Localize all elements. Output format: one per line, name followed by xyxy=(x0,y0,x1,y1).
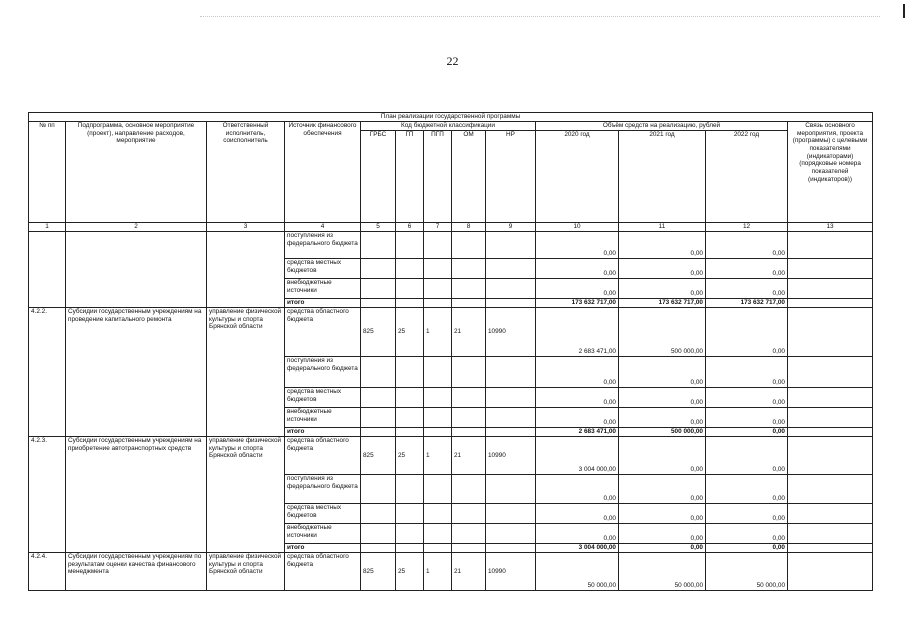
item-number: 4.2.2. xyxy=(29,308,66,437)
header-volume: Объём средств на реализацию, рублей xyxy=(536,122,788,131)
funding-source: итого xyxy=(285,299,361,308)
funding-source: средства областного бюджета xyxy=(285,308,361,357)
value-2020: 2 683 471,00 xyxy=(536,428,619,437)
funding-source: внебюджетные источники xyxy=(285,279,361,299)
header-grbs: ГРБС xyxy=(361,131,396,223)
indicator-link xyxy=(788,475,873,504)
indicator-link xyxy=(788,259,873,279)
code-om xyxy=(452,524,486,544)
column-number: 4 xyxy=(285,223,361,232)
value-2020: 0,00 xyxy=(536,408,619,428)
value-2022: 0,00 xyxy=(706,437,788,475)
indicator-link xyxy=(788,544,873,553)
value-2021: 0,00 xyxy=(619,408,706,428)
value-2021: 50 000,00 xyxy=(619,553,706,591)
column-number: 8 xyxy=(452,223,486,232)
value-2021: 500 000,00 xyxy=(619,428,706,437)
value-2021: 0,00 xyxy=(619,388,706,408)
value-2022: 0,00 xyxy=(706,428,788,437)
column-number: 10 xyxy=(536,223,619,232)
value-2020: 0,00 xyxy=(536,279,619,299)
value-2022: 0,00 xyxy=(706,544,788,553)
code-om xyxy=(452,475,486,504)
value-2022: 0,00 xyxy=(706,388,788,408)
column-number: 5 xyxy=(361,223,396,232)
indicator-link xyxy=(788,524,873,544)
code-pgp xyxy=(424,279,452,299)
plan-table xyxy=(28,112,873,591)
code-om xyxy=(452,408,486,428)
value-2021: 500 000,00 xyxy=(619,308,706,357)
funding-source: итого xyxy=(285,544,361,553)
code-grbs xyxy=(361,428,396,437)
code-grbs xyxy=(361,388,396,408)
value-2021: 0,00 xyxy=(619,232,706,259)
code-om xyxy=(452,428,486,437)
code-nr xyxy=(486,475,536,504)
header-num: № пп xyxy=(29,122,66,223)
code-pgp xyxy=(424,544,452,553)
indicator-link xyxy=(788,437,873,475)
indicator-link xyxy=(788,308,873,357)
value-2020: 50 000,00 xyxy=(536,553,619,591)
column-number: 2 xyxy=(66,223,207,232)
code-grbs xyxy=(361,279,396,299)
item-number: 4.2.3. xyxy=(29,437,66,553)
code-om: 21 xyxy=(452,437,486,475)
header-year-2020: 2020 год xyxy=(536,131,619,223)
code-om xyxy=(452,357,486,388)
code-om xyxy=(452,388,486,408)
value-2021: 0,00 xyxy=(619,544,706,553)
code-grbs xyxy=(361,544,396,553)
code-pgp xyxy=(424,232,452,259)
value-2021: 0,00 xyxy=(619,504,706,524)
code-grbs xyxy=(361,475,396,504)
table-row xyxy=(29,232,873,259)
item-name: Субсидии государственным учреждениям по результатам оценки качества финансового менеджмента xyxy=(66,553,207,591)
code-gp: 25 xyxy=(396,437,424,475)
item-name: Субсидии государственным учреждениям на проведение капитального ремонта xyxy=(66,308,207,437)
column-number: 12 xyxy=(706,223,788,232)
code-om xyxy=(452,259,486,279)
indicator-link xyxy=(788,553,873,591)
funding-source: поступления из федерального бюджета xyxy=(285,475,361,504)
code-grbs: 825 xyxy=(361,553,396,591)
code-om xyxy=(452,504,486,524)
code-om xyxy=(452,232,486,259)
code-pgp xyxy=(424,428,452,437)
indicator-link xyxy=(788,357,873,388)
funding-source: внебюджетные источники xyxy=(285,524,361,544)
indicator-link xyxy=(788,504,873,524)
value-2022: 0,00 xyxy=(706,308,788,357)
column-number: 9 xyxy=(486,223,536,232)
header-name: Подпрограмма, основное мероприятие (проект), направление расходов, мероприятие xyxy=(66,122,207,223)
value-2021: 0,00 xyxy=(619,279,706,299)
funding-source: поступления из федерального бюджета xyxy=(285,232,361,259)
value-2022: 0,00 xyxy=(706,279,788,299)
value-2020: 0,00 xyxy=(536,259,619,279)
column-number: 6 xyxy=(396,223,424,232)
column-number: 1 xyxy=(29,223,66,232)
code-gp: 25 xyxy=(396,553,424,591)
code-om xyxy=(452,544,486,553)
item-name xyxy=(66,232,207,308)
value-2020: 3 004 000,00 xyxy=(536,437,619,475)
value-2022: 50 000,00 xyxy=(706,553,788,591)
value-2020: 0,00 xyxy=(536,357,619,388)
funding-source: внебюджетные источники xyxy=(285,408,361,428)
item-name: Субсидии государственным учреждениям на приобретение автотранспортных средств xyxy=(66,437,207,553)
funding-source: средства местных бюджетов xyxy=(285,504,361,524)
item-executor: управление физической культуры и спорта Брянской области xyxy=(207,553,285,591)
code-gp xyxy=(396,504,424,524)
item-number: 4.2.4. xyxy=(29,553,66,591)
funding-source: средства областного бюджета xyxy=(285,553,361,591)
page-number: 22 xyxy=(446,54,459,68)
header-link: Связь основного мероприятия, проекта (программы) с целевыми показателями (индикаторами) (порядковые номера показателей (индикаторов)) xyxy=(788,122,873,223)
value-2022: 0,00 xyxy=(706,259,788,279)
header-executor: Ответственный исполнитель, соисполнитель xyxy=(207,122,285,223)
value-2020: 0,00 xyxy=(536,475,619,504)
code-om: 21 xyxy=(452,553,486,591)
code-grbs xyxy=(361,259,396,279)
indicator-link xyxy=(788,408,873,428)
code-grbs xyxy=(361,504,396,524)
code-nr xyxy=(486,388,536,408)
header-pgp: ПГП xyxy=(424,131,452,223)
item-number xyxy=(29,232,66,308)
code-nr xyxy=(486,357,536,388)
indicator-link xyxy=(788,428,873,437)
code-grbs xyxy=(361,408,396,428)
code-gp xyxy=(396,408,424,428)
code-pgp xyxy=(424,408,452,428)
code-grbs xyxy=(361,232,396,259)
code-gp xyxy=(396,299,424,308)
code-pgp: 1 xyxy=(424,553,452,591)
item-executor xyxy=(207,232,285,308)
column-number: 3 xyxy=(207,223,285,232)
code-gp xyxy=(396,388,424,408)
value-2022: 0,00 xyxy=(706,357,788,388)
value-2022: 0,00 xyxy=(706,475,788,504)
table-title: План реализации государственной программы xyxy=(29,113,873,122)
value-2021: 0,00 xyxy=(619,524,706,544)
code-gp: 25 xyxy=(396,308,424,357)
indicator-link xyxy=(788,299,873,308)
code-grbs: 825 xyxy=(361,308,396,357)
column-number: 7 xyxy=(424,223,452,232)
scan-dotted-line xyxy=(200,16,880,19)
table-row xyxy=(29,437,873,475)
value-2021: 0,00 xyxy=(619,259,706,279)
column-numbers-row xyxy=(29,223,873,232)
code-grbs xyxy=(361,299,396,308)
code-pgp xyxy=(424,357,452,388)
value-2022: 173 632 717,00 xyxy=(706,299,788,308)
code-nr xyxy=(486,504,536,524)
code-om xyxy=(452,279,486,299)
code-gp xyxy=(396,279,424,299)
item-executor: управление физической культуры и спорта Брянской области xyxy=(207,437,285,553)
table-row xyxy=(29,553,873,591)
code-nr xyxy=(486,279,536,299)
code-om xyxy=(452,299,486,308)
code-pgp xyxy=(424,475,452,504)
code-grbs xyxy=(361,524,396,544)
code-pgp xyxy=(424,524,452,544)
code-pgp xyxy=(424,259,452,279)
value-2020: 0,00 xyxy=(536,524,619,544)
item-executor: управление физической культуры и спорта Брянской области xyxy=(207,308,285,437)
value-2020: 0,00 xyxy=(536,504,619,524)
funding-source: средства местных бюджетов xyxy=(285,388,361,408)
funding-source: средства местных бюджетов xyxy=(285,259,361,279)
header-budget-code: Код бюджетной классификации xyxy=(361,122,536,131)
code-grbs xyxy=(361,357,396,388)
indicator-link xyxy=(788,232,873,259)
header-nr: НР xyxy=(486,131,536,223)
code-gp xyxy=(396,357,424,388)
indicator-link xyxy=(788,279,873,299)
funding-source: поступления из федерального бюджета xyxy=(285,357,361,388)
code-nr xyxy=(486,524,536,544)
header-year-2022: 2022 год xyxy=(706,131,788,223)
header-year-2021: 2021 год xyxy=(619,131,706,223)
funding-source: средства областного бюджета xyxy=(285,437,361,475)
value-2020: 2 683 471,00 xyxy=(536,308,619,357)
value-2020: 173 632 717,00 xyxy=(536,299,619,308)
value-2021: 173 632 717,00 xyxy=(619,299,706,308)
value-2021: 0,00 xyxy=(619,437,706,475)
code-pgp xyxy=(424,388,452,408)
code-nr: 10990 xyxy=(486,308,536,357)
value-2021: 0,00 xyxy=(619,357,706,388)
value-2022: 0,00 xyxy=(706,524,788,544)
code-gp xyxy=(396,259,424,279)
value-2020: 3 004 000,00 xyxy=(536,544,619,553)
code-grbs: 825 xyxy=(361,437,396,475)
value-2022: 0,00 xyxy=(706,408,788,428)
code-gp xyxy=(396,475,424,504)
funding-source: итого xyxy=(285,428,361,437)
code-nr xyxy=(486,259,536,279)
code-gp xyxy=(396,524,424,544)
code-nr xyxy=(486,232,536,259)
header-gp: ГП xyxy=(396,131,424,223)
table-row xyxy=(29,308,873,357)
code-nr xyxy=(486,299,536,308)
code-pgp xyxy=(424,299,452,308)
code-pgp: 1 xyxy=(424,437,452,475)
code-gp xyxy=(396,428,424,437)
value-2021: 0,00 xyxy=(619,475,706,504)
column-number: 13 xyxy=(788,223,873,232)
code-nr xyxy=(486,544,536,553)
column-number: 11 xyxy=(619,223,706,232)
code-gp xyxy=(396,232,424,259)
code-om: 21 xyxy=(452,308,486,357)
code-pgp: 1 xyxy=(424,308,452,357)
code-gp xyxy=(396,544,424,553)
code-nr xyxy=(486,408,536,428)
header-source: Источник финансового обеспечения xyxy=(285,122,361,223)
code-nr: 10990 xyxy=(486,553,536,591)
value-2020: 0,00 xyxy=(536,232,619,259)
value-2020: 0,00 xyxy=(536,388,619,408)
indicator-link xyxy=(788,388,873,408)
code-pgp xyxy=(424,504,452,524)
header-om: ОМ xyxy=(452,131,486,223)
value-2022: 0,00 xyxy=(706,232,788,259)
code-nr xyxy=(486,428,536,437)
code-nr: 10990 xyxy=(486,437,536,475)
value-2022: 0,00 xyxy=(706,504,788,524)
